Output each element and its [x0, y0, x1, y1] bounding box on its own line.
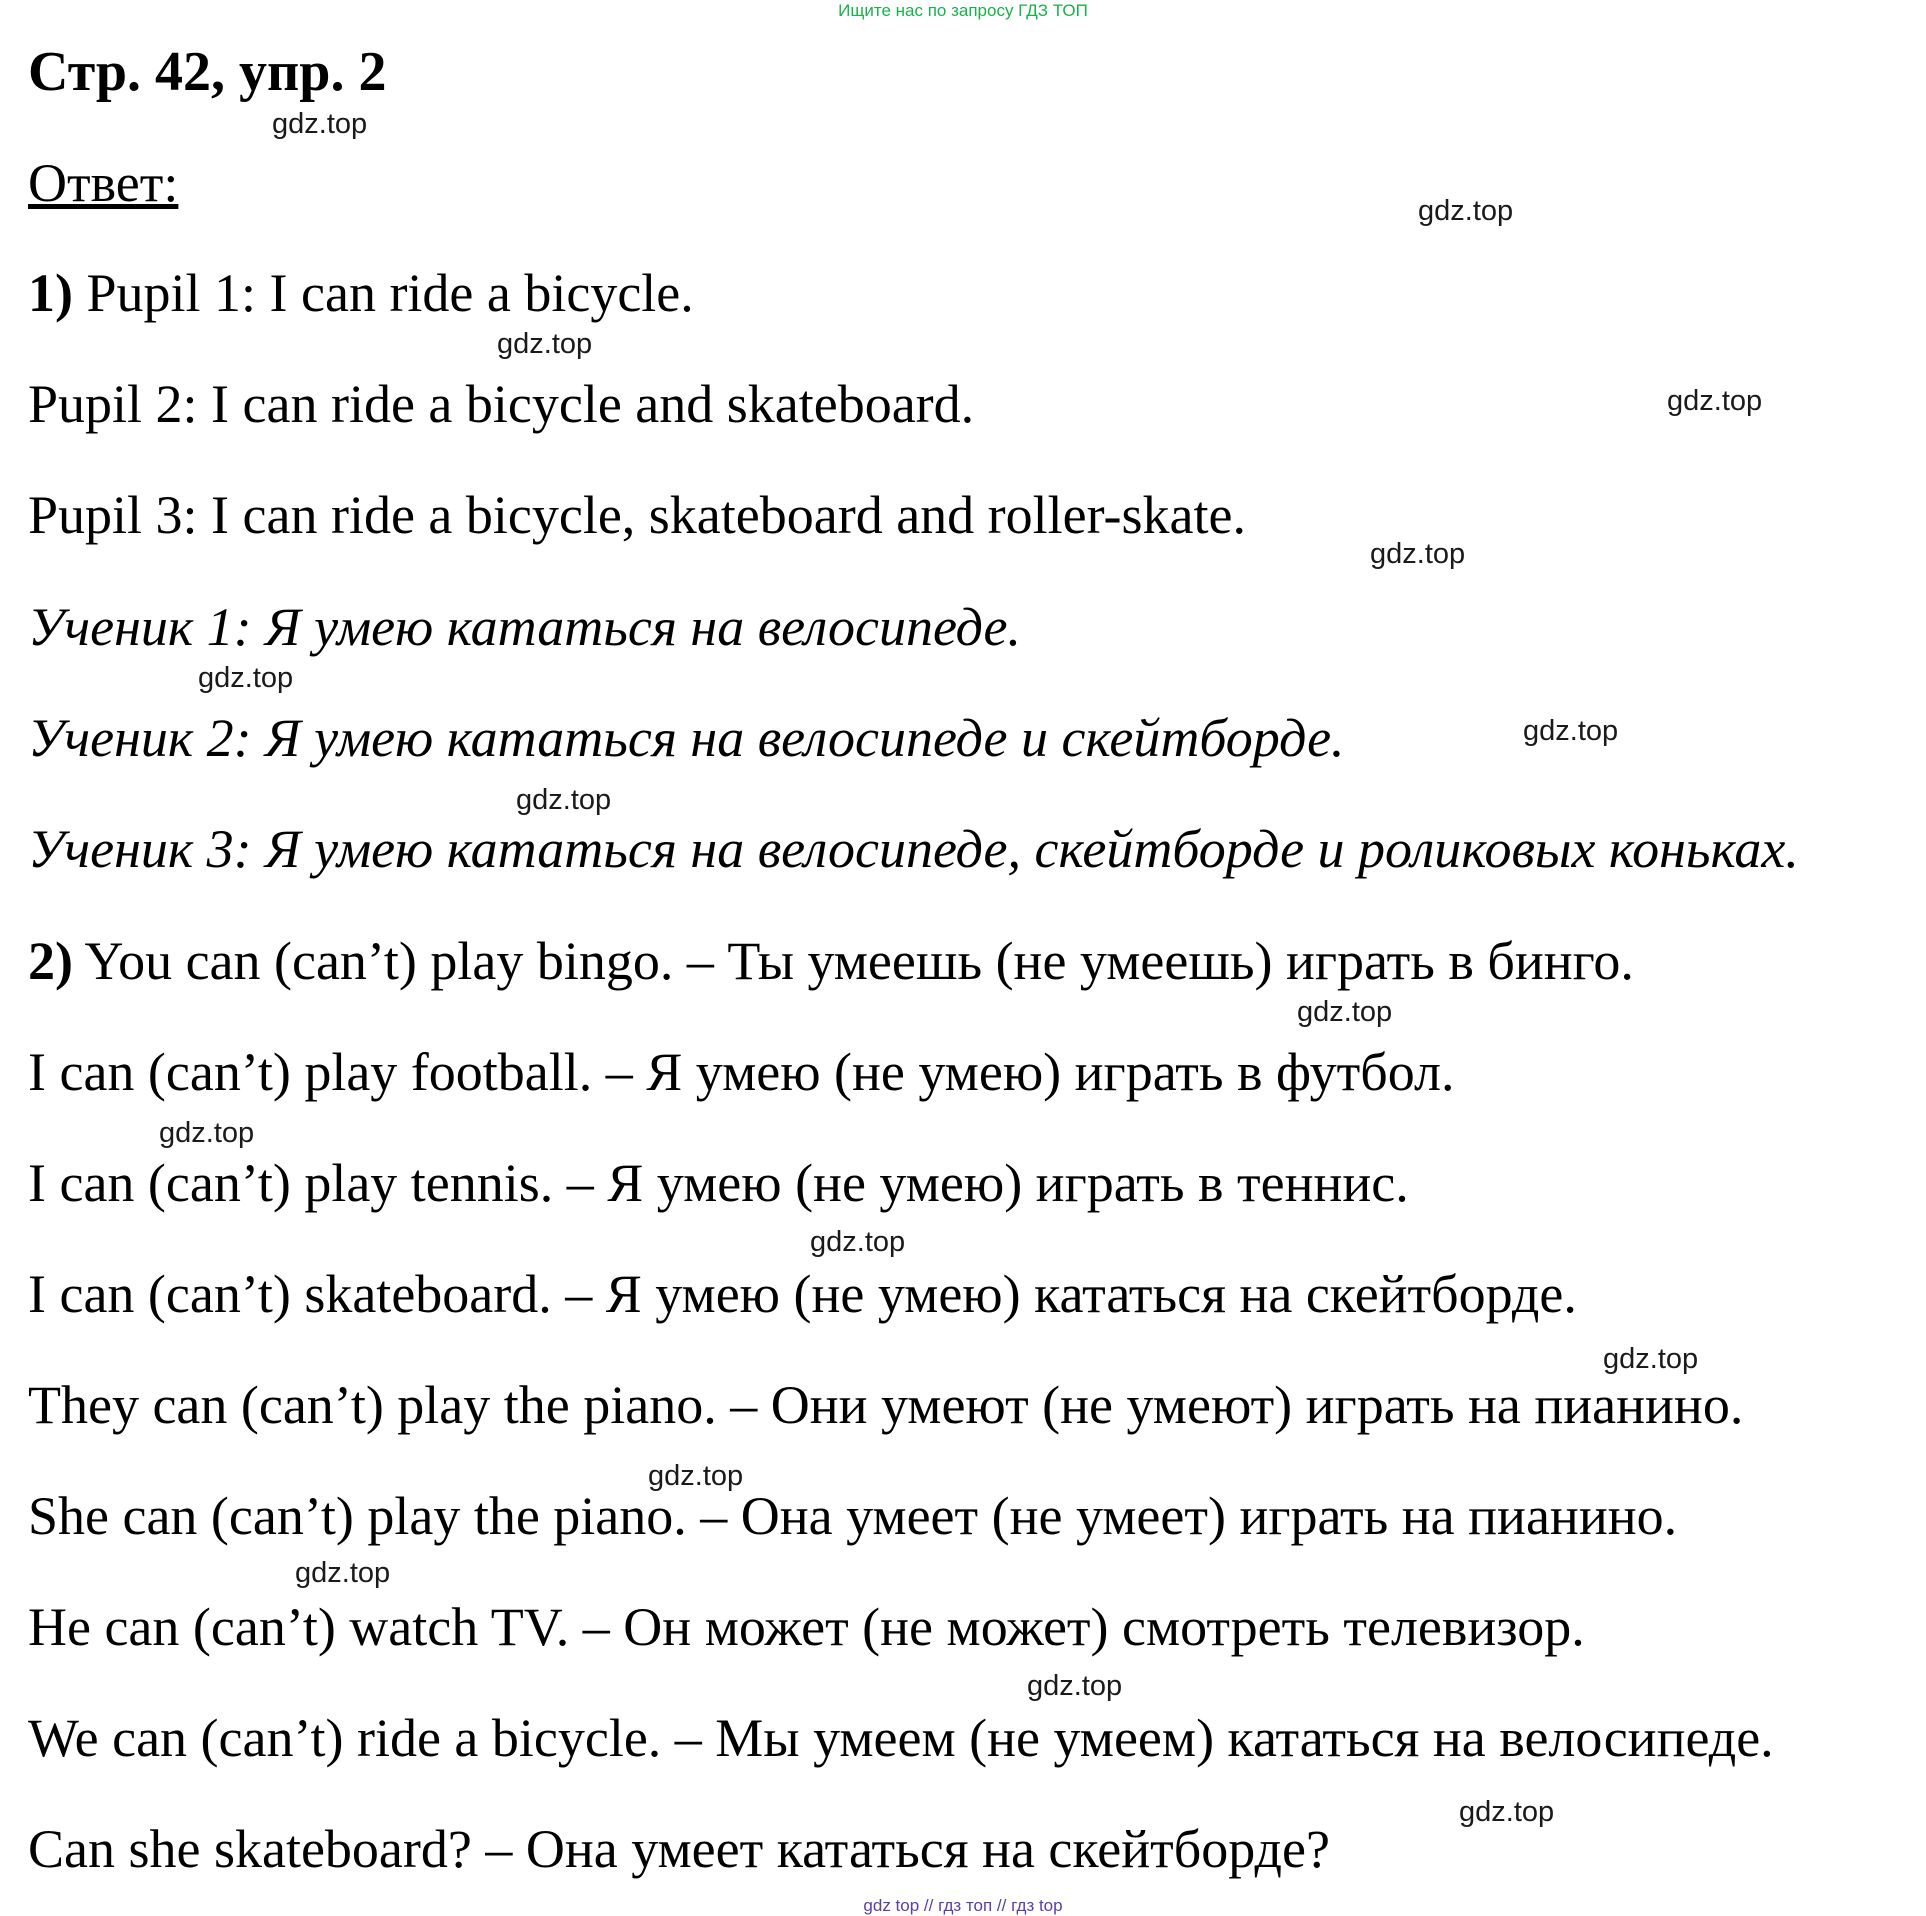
section-2-line-4: I can (can’t) skateboard. – Я умею (не умею) кататься на скейтборде.	[28, 1264, 1577, 1324]
watermark: gdz.top	[1297, 996, 1393, 1028]
answer-label: Ответ:	[28, 153, 179, 213]
bottom-banner: gdz top // гдз топ // гдз top	[863, 1896, 1063, 1915]
section-2-line-1-text: You can (can’t) play bingo. – Ты умеешь (не умеешь) играть в бинго.	[72, 931, 1634, 991]
section-2-line-6: She can (can’t) play the piano. – Она умеет (не умеет) играть на пианино.	[28, 1486, 1678, 1546]
watermark: gdz.top	[159, 1117, 255, 1149]
watermark: gdz.top	[295, 1557, 391, 1589]
top-banner: Ищите нас по запросу ГДЗ ТОП	[838, 1, 1088, 20]
watermark: gdz.top	[810, 1226, 906, 1258]
section-1-line-3: Pupil 3: I can ride a bicycle, skateboard and roller-skate.	[28, 485, 1246, 545]
section-2-line-3: I can (can’t) play tennis. – Я умею (не умею) играть в теннис.	[28, 1153, 1409, 1213]
page-title: Стр. 42, упр. 2	[28, 41, 387, 103]
section-2-line-2: I can (can’t) play football. – Я умею (не умею) играть в футбол.	[28, 1042, 1455, 1102]
watermark: gdz.top	[1603, 1343, 1699, 1375]
translation-line-3: Ученик 3: Я умею кататься на велосипеде, скейтборде и роликовых коньках.	[28, 819, 1799, 879]
watermark: gdz.top	[648, 1460, 744, 1492]
watermark: gdz.top	[1523, 715, 1619, 747]
watermark: gdz.top	[198, 662, 294, 694]
section-2-number: 2)	[28, 931, 73, 991]
section-1-number: 1)	[28, 263, 73, 323]
translation-line-1: Ученик 1: Я умею кататься на велосипеде.	[28, 597, 1022, 657]
translation-line-2: Ученик 2: Я умею кататься на велосипеде и скейтборде.	[28, 708, 1345, 768]
watermark: gdz.top	[1418, 195, 1514, 227]
watermark: gdz.top	[497, 328, 593, 360]
section-2-line-1	[28, 926, 1634, 996]
section-2-line-5: They can (can’t) play the piano. – Они умеют (не умеют) играть на пианино.	[28, 1375, 1744, 1435]
section-2-line-7: He can (can’t) watch TV. – Он может (не может) смотреть телевизор.	[28, 1597, 1585, 1657]
watermark: gdz.top	[1027, 1670, 1123, 1702]
section-1-line-1-text: Pupil 1: I can ride a bicycle.	[72, 263, 694, 323]
section-1-line-1	[28, 258, 694, 328]
watermark: gdz.top	[516, 784, 612, 816]
section-2-line-9: Can she skateboard? – Она умеет кататься на скейтборде?	[28, 1819, 1330, 1879]
watermark: gdz.top	[1667, 385, 1763, 417]
watermark: gdz.top	[272, 108, 368, 140]
section-1-line-2: Pupil 2: I can ride a bicycle and skateboard.	[28, 374, 975, 434]
section-2-line-8: We can (can’t) ride a bicycle. – Мы умеем (не умеем) кататься на велосипеде.	[28, 1708, 1774, 1768]
watermark: gdz.top	[1370, 538, 1466, 570]
watermark: gdz.top	[1459, 1796, 1555, 1828]
